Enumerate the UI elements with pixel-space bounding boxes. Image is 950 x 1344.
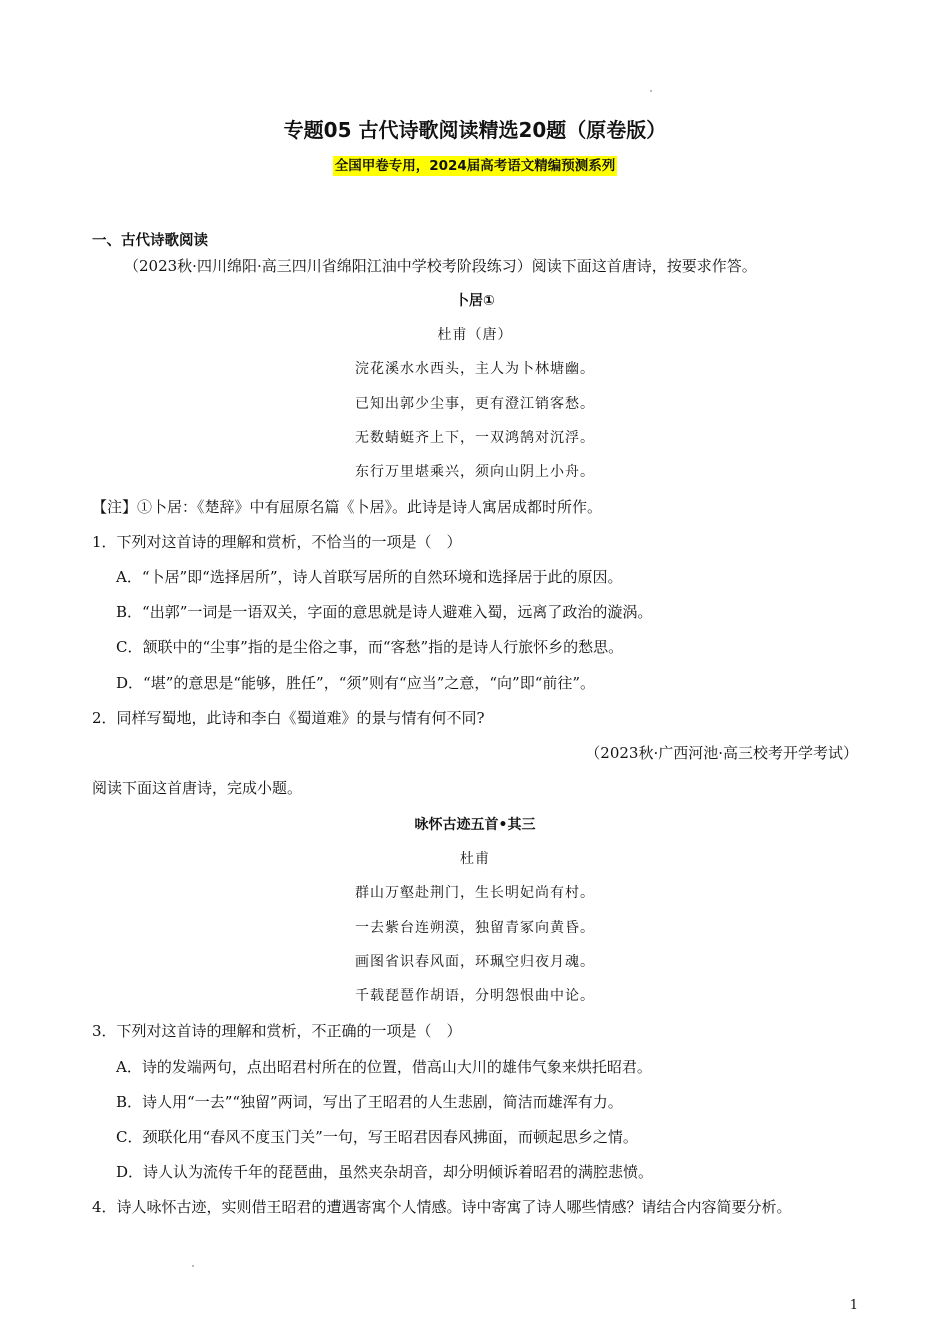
option-c: C．颔联中的“尘事”指的是尘俗之事，而“客愁”指的是诗人行旅怀乡的愁思。 xyxy=(116,638,624,656)
poem-title: 咏怀古迹五首•其三 xyxy=(414,817,536,833)
option-b: B．“出郭”一词是一语双关，字面的意思就是诗人避难入蜀，远离了政治的漩涡。 xyxy=(116,603,653,621)
poem-note: 【注】①卜居：《楚辞》中有屈原名篇《卜居》。此诗是诗人寓居成都时所作。 xyxy=(92,498,603,516)
page-number: 1 xyxy=(849,1298,858,1313)
poem-line: 东行万里堪乘兴，须向山阴上小舟。 xyxy=(355,464,595,480)
poem-title: 卜居① xyxy=(455,293,495,309)
scan-speck xyxy=(650,90,652,92)
question-stem: 1．下列对这首诗的理解和赏析，不恰当的一项是（ ） xyxy=(92,533,462,551)
question-stem: 3．下列对这首诗的理解和赏析，不正确的一项是（ ） xyxy=(92,1022,462,1040)
poem-line: 无数蜻蜓齐上下，一双鸿鹄对沉浮。 xyxy=(355,430,595,446)
option-a: A．“卜居”即“选择居所”，诗人首联写居所的自然环境和选择居于此的原因。 xyxy=(116,568,623,586)
highlighted-subtitle: 全国甲卷专用，2024届高考语文精编预测系列 xyxy=(334,158,616,174)
poem-line: 浣花溪水水西头，主人为卜林塘幽。 xyxy=(355,361,595,377)
reading-intro: 阅读下面这首唐诗，完成小题。 xyxy=(92,779,303,797)
option-a: A．诗的发端两句，点出昭君村所在的位置，借高山大川的雄伟气象来烘托昭君。 xyxy=(116,1058,652,1076)
question-stem: 4．诗人咏怀古迹，实则借王昭君的遭遇寄寓个人情感。诗中寄寓了诗人哪些情感？请结合内容简要分析。 xyxy=(92,1198,792,1216)
scan-speck xyxy=(192,1265,194,1267)
option-d: D．“堪”的意思是“能够，胜任”，“须”则有“应当”之意，“向”即“前往”。 xyxy=(116,674,596,692)
subtitle-wrap xyxy=(0,155,950,176)
section-heading: 一、古代诗歌阅读 xyxy=(92,233,208,249)
poem-line: 千载琵琶作胡语，分明怨恨曲中论。 xyxy=(355,988,595,1004)
poem-line: 画图省识春风面，环珮空归夜月魂。 xyxy=(355,954,595,970)
poem-line: 群山万壑赴荆门，生长明妃尚有村。 xyxy=(355,885,595,901)
poem-line: 一去紫台连朔漠，独留青冢向黄昏。 xyxy=(355,920,595,936)
question-stem: 2．同样写蜀地，此诗和李白《蜀道难》的景与情有何不同? xyxy=(92,709,485,727)
page-title: 专题05 古代诗歌阅读精选20题（原卷版） xyxy=(283,118,667,142)
poem-author: 杜甫（唐） xyxy=(437,327,513,343)
option-d: D．诗人认为流传千年的琵琶曲，虽然夹杂胡音，却分明倾诉着昭君的满腔悲愤。 xyxy=(116,1163,654,1181)
question-source: （2023秋·四川绵阳·高三四川省绵阳江油中学校考阶段练习）阅读下面这首唐诗，按要求作答。 xyxy=(124,257,757,275)
option-b: B．诗人用“一去”“独留”两词，写出了王昭君的人生悲剧，简洁而雄浑有力。 xyxy=(116,1093,623,1111)
poem-author: 杜甫 xyxy=(460,851,490,867)
poem-line: 已知出郭少尘事，更有澄江销客愁。 xyxy=(355,396,595,412)
question-source: （2023秋·广西河池·高三校考开学考试） xyxy=(585,744,858,762)
option-c: C．颈联化用“春风不度玉门关”一句，写王昭君因春风拂面，而顿起思乡之情。 xyxy=(116,1128,638,1146)
